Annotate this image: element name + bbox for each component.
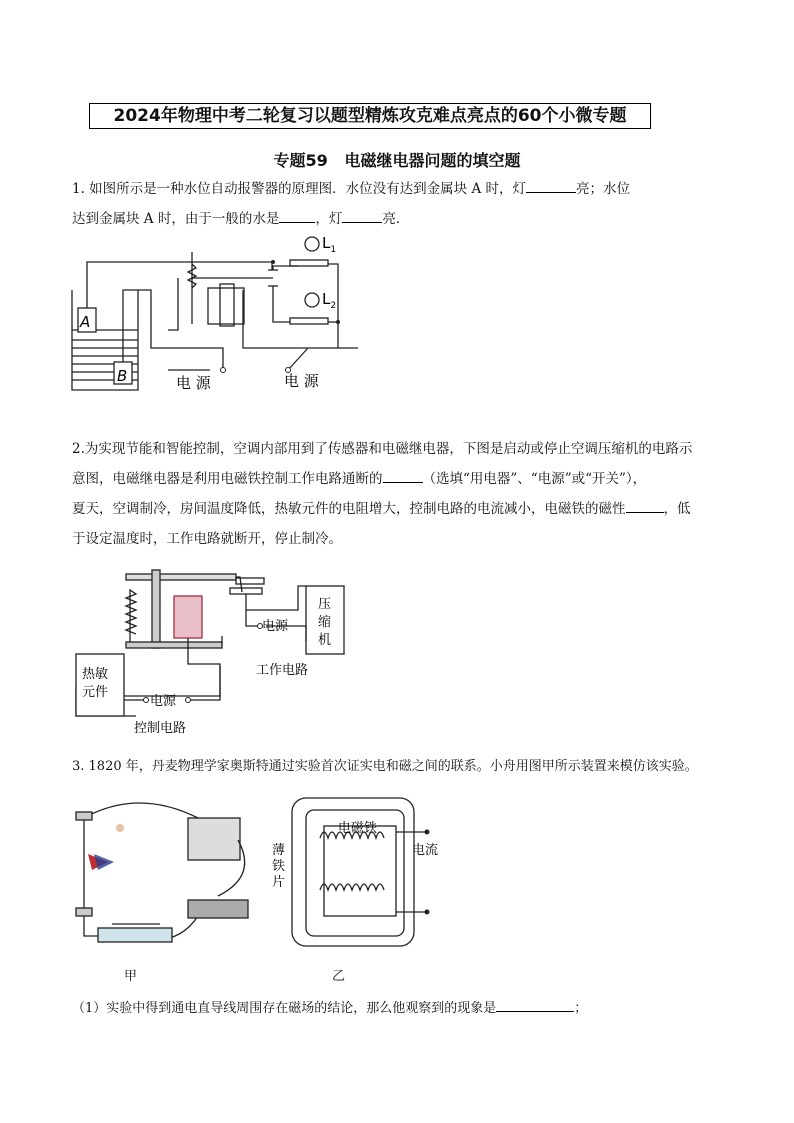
iron-sheet-label-2: 铁 — [272, 859, 286, 874]
electromagnet-label: 电磁铁 — [338, 821, 378, 836]
work-circuit-label: 工作电路 — [256, 663, 309, 678]
answer-blank[interactable] — [383, 468, 423, 483]
label-a: A — [80, 313, 91, 331]
aircon-relay-figure — [70, 566, 370, 741]
thermistor-label-2: 元件 — [82, 685, 109, 700]
control-circuit-label: 控制电路 — [134, 721, 187, 736]
topic-title: 专题59 电磁继电器问题的填空题 — [273, 151, 521, 170]
answer-blank[interactable] — [342, 208, 382, 223]
figure-caption-yi: 乙 — [332, 969, 346, 984]
lamp-l1-label: $L_1$ — [322, 234, 337, 255]
figure-caption-jia: 甲 — [124, 969, 138, 984]
compressor-label-1: 压 — [318, 597, 332, 612]
iron-sheet-label-1: 薄 — [272, 843, 286, 858]
question-2-text: 2.为实现节能和智能控制，空调内部用到了传感器和电磁继电器，下图是启动或停止空调压缩机的电路示 意图，电磁继电器是利用电磁铁控制工作电路通断的 （选填“用电器”、“电源”或“开关”）， 夏天，空调制冷，房间温度降低，热敏元件的电阻增大，控制电路的电流减小，电磁铁的磁性 ，低 于设定温度时，工作电路就断开，停止制冷。 — [72, 441, 693, 547]
iron-sheet-label-3: 片 — [272, 875, 286, 890]
power-label-work: 电 源 — [284, 372, 319, 390]
series-banner: 2024年物理中考二轮复习以题型精炼攻克难点亮点的60个小微专题 — [89, 103, 651, 129]
answer-blank[interactable] — [526, 178, 576, 193]
thermistor-label-1: 热敏 — [82, 667, 109, 682]
answer-blank[interactable] — [496, 997, 574, 1012]
compressor-label-3: 机 — [318, 633, 332, 648]
power-label-control: 电 源 — [176, 374, 211, 392]
question-3-intro: 3. 1820 年，丹麦物理学家奥斯特通过实验首次证实电和磁之间的联系。小舟用图甲所示装置来模仿该实验。 — [72, 759, 698, 774]
label-b: B — [117, 367, 128, 385]
power-label-control: 电源 — [150, 694, 177, 709]
question-1-text: 1. 如图所示是一种水位自动报警器的原理图．水位没有达到金属块 A 时，灯 亮；水位 达到金属块 A 时，由于一般的水是 ，灯 亮． — [72, 174, 727, 234]
power-label-work: 电源 — [262, 619, 289, 634]
question-3-part-1: （1）实验中得到通电直导线周围存在磁场的结论，那么他观察到的现象是 ； — [72, 994, 727, 1024]
answer-blank[interactable] — [279, 208, 315, 223]
lamp-l2-label: $L_2$ — [322, 290, 337, 311]
answer-blank[interactable] — [626, 498, 664, 513]
electromagnet-figure — [272, 796, 442, 952]
compressor-label-2: 缩 — [318, 615, 332, 630]
water-alarm-figure — [68, 230, 358, 400]
oersted-experiment-figure — [68, 796, 268, 966]
current-label: 电流 — [412, 843, 439, 858]
